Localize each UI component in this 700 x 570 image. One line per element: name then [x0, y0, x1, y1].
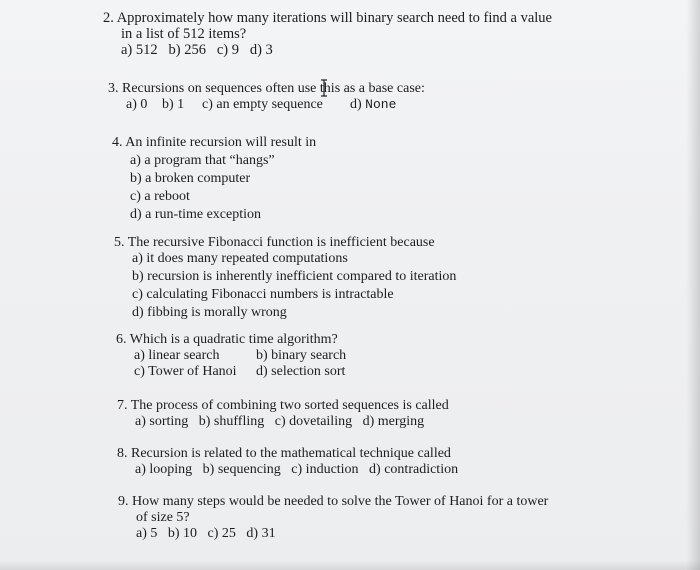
question-stem: 7. The process of combining two sorted sequences is called: [117, 398, 449, 413]
question-stem-continued: of size 5?: [136, 510, 190, 525]
options-row-1: a) linear search b) binary search: [134, 348, 347, 363]
question-9: [118, 494, 548, 542]
options-line: a) 512 b) 256 c) 9 d) 3: [121, 42, 273, 58]
page-edge-shadow: [686, 0, 700, 570]
question-stem: 3. Recursions on sequences often use this as a base case:: [108, 81, 425, 96]
question-stem: 9. How many steps would be needed to solve the Tower of Hanoi for a tower: [118, 494, 549, 509]
option-a: a) it does many repeated computations: [132, 251, 348, 266]
option-b: b) a broken computer: [130, 171, 251, 186]
option-d: d) fibbing is morally wrong: [132, 305, 287, 320]
options-line: a) sorting b) shuffling c) dovetailing d) merging: [135, 414, 425, 429]
option-c: c) calculating Fibonacci numbers is intractable: [132, 287, 394, 302]
question-stem: 2. Approximately how many iterations will binary search need to find a value: [103, 10, 552, 26]
option-a: a) a program that “hangs”: [130, 153, 275, 168]
page-bottom-shadow: [0, 560, 700, 570]
question-stem: 4. An infinite recursion will result in: [112, 135, 317, 150]
question-8: [117, 446, 458, 478]
question-stem-continued: in a list of 512 items?: [121, 26, 247, 42]
text-cursor-icon: [320, 79, 328, 97]
question-stem: 5. The recursive Fibonacci function is inefficient because: [114, 235, 435, 250]
question-stem: 8. Recursion is related to the mathematical technique called: [117, 446, 451, 461]
question-2: [103, 10, 552, 58]
question-stem: 6. Which is a quadratic time algorithm?: [116, 332, 338, 347]
question-3: [108, 81, 425, 113]
option-c: c) a reboot: [130, 189, 190, 204]
options-line: a) looping b) sequencing c) induction d) contradiction: [135, 462, 459, 477]
question-7: [117, 398, 449, 430]
question-6: [116, 332, 346, 380]
question-4: [112, 134, 316, 224]
option-d: d) a run-time exception: [130, 207, 262, 222]
options-row-2: c) Tower of Hanoi d) selection sort: [134, 364, 346, 379]
options-line: a) 0 b) 1 c) an empty sequence d) None: [126, 97, 397, 112]
options-line: a) 5 b) 10 c) 25 d) 31: [136, 526, 276, 541]
question-5: [114, 235, 456, 321]
option-b: b) recursion is inherently inefficient compared to iteration: [132, 269, 457, 284]
